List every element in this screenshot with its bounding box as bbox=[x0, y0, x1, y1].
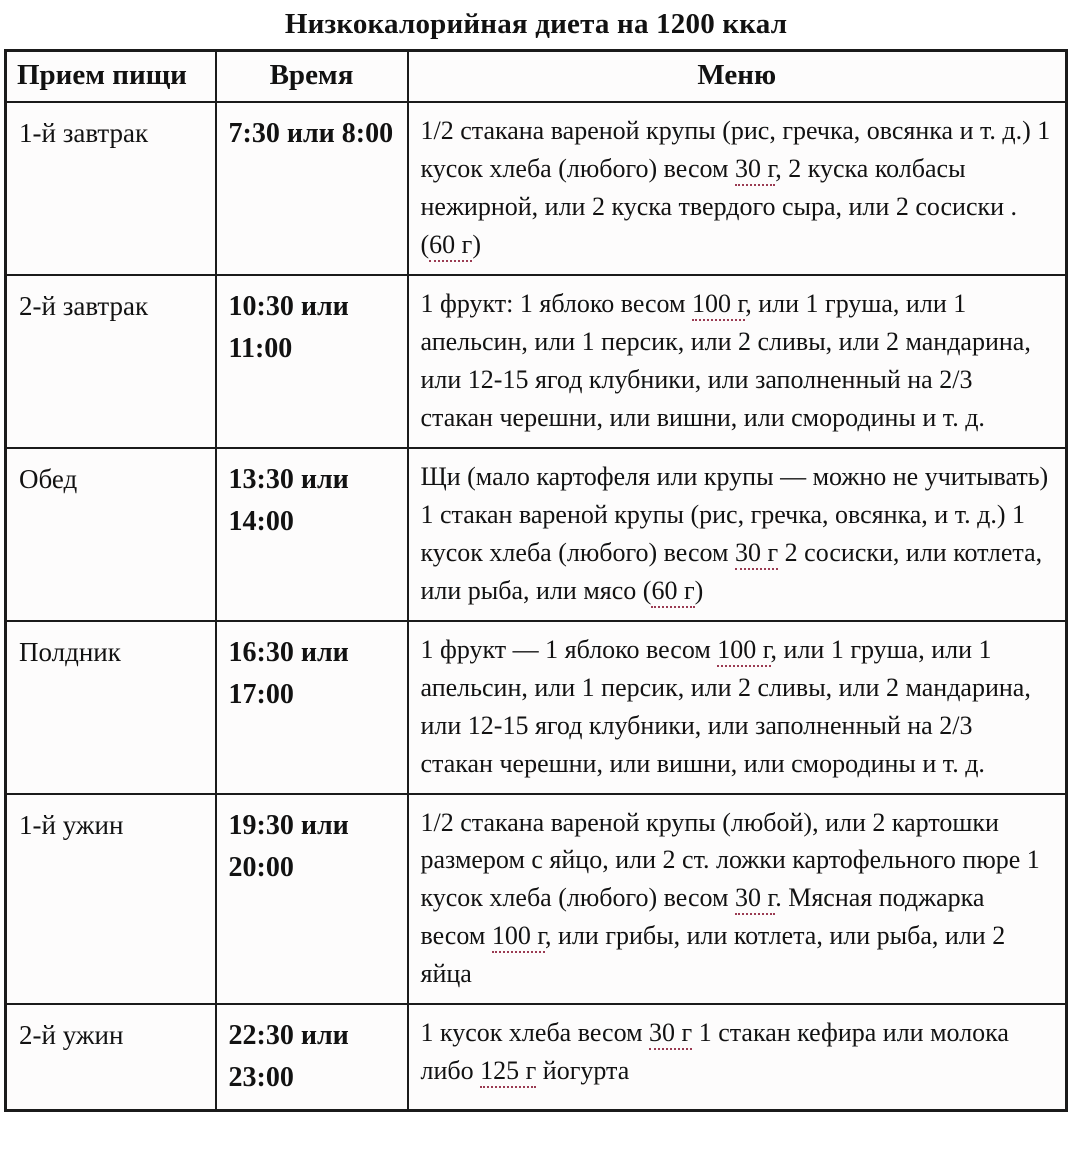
meal-cell: 1-й завтрак bbox=[6, 102, 216, 275]
page-title: Низкокалорийная диета на 1200 ккал bbox=[284, 8, 788, 40]
table-row bbox=[6, 102, 1067, 275]
table-header bbox=[6, 51, 1067, 103]
meal-cell: Полдник bbox=[6, 621, 216, 794]
menu-cell: Щи (мало картофеля или крупы — можно не учитывать) 1 стакан вареной крупы (рис, гречка, овсянка, и т. д.) 1 кусок хлеба (любого) весом 30 г 2 сосиски, или котлета, или рыба, или мясо (60 г) bbox=[408, 448, 1067, 621]
meal-cell: 2-й ужин bbox=[6, 1004, 216, 1111]
meal-cell: 1-й ужин bbox=[6, 794, 216, 1005]
table-row bbox=[6, 794, 1067, 1005]
table-row bbox=[6, 1004, 1067, 1111]
time-cell: 10:30 или 11:00 bbox=[216, 275, 408, 448]
menu-cell: 1/2 стакана вареной крупы (рис, гречка, овсянка и т. д.) 1 кусок хлеба (любого) весом 30 г, 2 куска колбасы нежирной, или 2 куска твердого сыра, или 2 сосиски .(60 г) bbox=[408, 102, 1067, 275]
time-cell: 13:30 или 14:00 bbox=[216, 448, 408, 621]
table-row bbox=[6, 448, 1067, 621]
meal-cell: 2-й завтрак bbox=[6, 275, 216, 448]
menu-cell: 1 кусок хлеба весом 30 г 1 стакан кефира или молока либо 125 г йогурта bbox=[408, 1004, 1067, 1111]
menu-cell: 1 фрукт — 1 яблоко весом 100 г, или 1 груша, или 1 апельсин, или 1 персик, или 2 сливы, или 2 мандарина, или 12-15 ягод клубники, или заполненный на 2/3 стакан черешни, или вишни, или смородины и т. д. bbox=[408, 621, 1067, 794]
table-row bbox=[6, 275, 1067, 448]
table-body bbox=[6, 102, 1067, 1111]
diet-table bbox=[4, 49, 1068, 1112]
header-time: Время bbox=[216, 51, 408, 103]
time-cell: 16:30 или 17:00 bbox=[216, 621, 408, 794]
header-meal: Прием пищи bbox=[6, 51, 216, 103]
header-row bbox=[6, 51, 1067, 103]
header-menu: Меню bbox=[408, 51, 1067, 103]
table-row bbox=[6, 621, 1067, 794]
time-cell: 19:30 или 20:00 bbox=[216, 794, 408, 1005]
meal-cell: Обед bbox=[6, 448, 216, 621]
menu-cell: 1/2 стакана вареной крупы (любой), или 2 картошки размером с яйцо, или 2 ст. ложки картофельного пюре 1 кусок хлеба (любого) весом 30 г. Мясная поджарка весом 100 г, или грибы, или котлета, или рыба, или 2 яйца bbox=[408, 794, 1067, 1005]
time-cell: 22:30 или 23:00 bbox=[216, 1004, 408, 1111]
menu-cell: 1 фрукт: 1 яблоко весом 100 г, или 1 груша, или 1 апельсин, или 1 персик, или 2 сливы, или 2 мандарина, или 12-15 ягод клубники, или заполненный на 2/3 стакан черешни, или вишни, или смородины и т. д. bbox=[408, 275, 1067, 448]
time-cell: 7:30 или 8:00 bbox=[216, 102, 408, 275]
